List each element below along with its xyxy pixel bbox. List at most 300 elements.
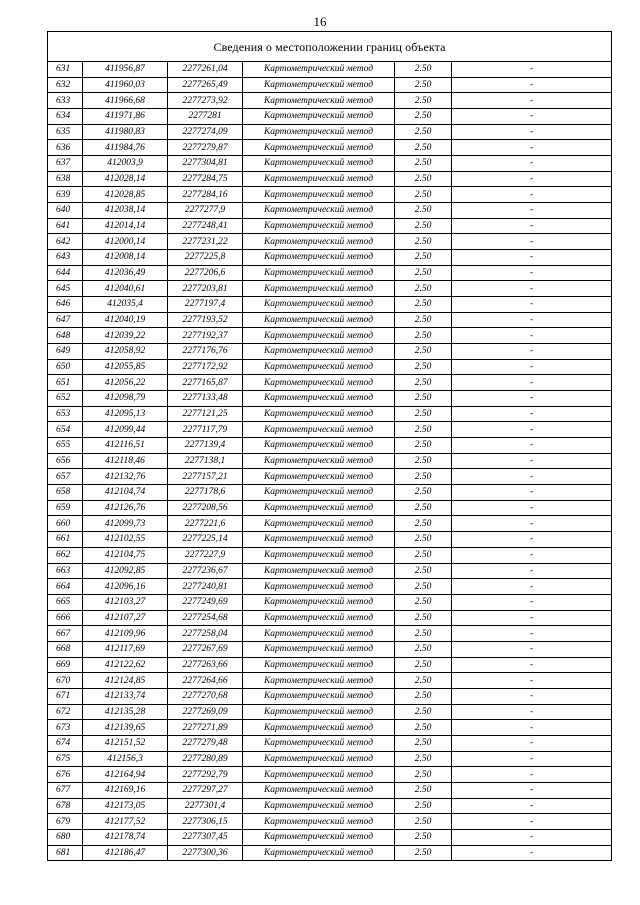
y-coordinate-cell: 2277304,81	[168, 156, 243, 172]
y-coordinate-cell: 2277281	[168, 109, 243, 125]
x-coordinate-cell: 412028,14	[83, 171, 168, 187]
x-coordinate-cell: 412116,51	[83, 438, 168, 454]
description-cell: -	[452, 657, 612, 673]
table-row	[48, 547, 612, 563]
x-coordinate-cell: 412103,27	[83, 594, 168, 610]
accuracy-cell: 2.50	[395, 62, 452, 78]
accuracy-cell: 2.50	[395, 93, 452, 109]
y-coordinate-cell: 2277280,89	[168, 751, 243, 767]
accuracy-cell: 2.50	[395, 234, 452, 250]
table-row	[48, 767, 612, 783]
table-row	[48, 720, 612, 736]
table-row	[48, 782, 612, 798]
y-coordinate-cell: 2277270,68	[168, 688, 243, 704]
y-coordinate-cell: 2277297,27	[168, 782, 243, 798]
y-coordinate-cell: 2277227,9	[168, 547, 243, 563]
method-cell: Картометрический метод	[243, 62, 395, 78]
point-number-cell: 635	[48, 124, 83, 140]
method-cell: Картометрический метод	[243, 156, 395, 172]
table-row	[48, 375, 612, 391]
y-coordinate-cell: 2277273,92	[168, 93, 243, 109]
y-coordinate-cell: 2277165,87	[168, 375, 243, 391]
accuracy-cell: 2.50	[395, 500, 452, 516]
description-cell: -	[452, 798, 612, 814]
method-cell: Картометрический метод	[243, 720, 395, 736]
point-number-cell: 681	[48, 845, 83, 861]
y-coordinate-cell: 2277284,75	[168, 171, 243, 187]
table-row	[48, 93, 612, 109]
table-row	[48, 422, 612, 438]
point-number-cell: 658	[48, 485, 83, 501]
point-number-cell: 639	[48, 187, 83, 203]
y-coordinate-cell: 2277306,15	[168, 814, 243, 830]
method-cell: Картометрический метод	[243, 312, 395, 328]
accuracy-cell: 2.50	[395, 704, 452, 720]
description-cell: -	[452, 767, 612, 783]
accuracy-cell: 2.50	[395, 532, 452, 548]
table-row	[48, 140, 612, 156]
x-coordinate-cell: 412003,9	[83, 156, 168, 172]
description-cell: -	[452, 500, 612, 516]
x-coordinate-cell: 411984,76	[83, 140, 168, 156]
point-number-cell: 638	[48, 171, 83, 187]
point-number-cell: 649	[48, 344, 83, 360]
x-coordinate-cell: 412038,14	[83, 203, 168, 219]
accuracy-cell: 2.50	[395, 297, 452, 313]
description-cell: -	[452, 250, 612, 266]
y-coordinate-cell: 2277301,4	[168, 798, 243, 814]
accuracy-cell: 2.50	[395, 626, 452, 642]
y-coordinate-cell: 2277139,4	[168, 438, 243, 454]
description-cell: -	[452, 814, 612, 830]
x-coordinate-cell: 412036,49	[83, 265, 168, 281]
method-cell: Картометрический метод	[243, 532, 395, 548]
table-row	[48, 469, 612, 485]
table-row	[48, 406, 612, 422]
point-number-cell: 646	[48, 297, 83, 313]
point-number-cell: 653	[48, 406, 83, 422]
x-coordinate-cell: 412178,74	[83, 829, 168, 845]
x-coordinate-cell: 412035,4	[83, 297, 168, 313]
description-cell: -	[452, 265, 612, 281]
description-cell: -	[452, 77, 612, 93]
y-coordinate-cell: 2277279,87	[168, 140, 243, 156]
y-coordinate-cell: 2277307,45	[168, 829, 243, 845]
method-cell: Картометрический метод	[243, 673, 395, 689]
table-row	[48, 704, 612, 720]
table-row	[48, 156, 612, 172]
table-row	[48, 281, 612, 297]
point-number-cell: 669	[48, 657, 83, 673]
method-cell: Картометрический метод	[243, 563, 395, 579]
table-body	[48, 32, 612, 861]
point-number-cell: 656	[48, 453, 83, 469]
point-number-cell: 670	[48, 673, 83, 689]
description-cell: -	[452, 751, 612, 767]
x-coordinate-cell: 412102,55	[83, 532, 168, 548]
method-cell: Картометрический метод	[243, 422, 395, 438]
method-cell: Картометрический метод	[243, 782, 395, 798]
y-coordinate-cell: 2277193,52	[168, 312, 243, 328]
description-cell: -	[452, 391, 612, 407]
method-cell: Картометрический метод	[243, 829, 395, 845]
x-coordinate-cell: 412000,14	[83, 234, 168, 250]
point-number-cell: 666	[48, 610, 83, 626]
description-cell: -	[452, 218, 612, 234]
accuracy-cell: 2.50	[395, 187, 452, 203]
x-coordinate-cell: 412156,3	[83, 751, 168, 767]
table-row	[48, 751, 612, 767]
y-coordinate-cell: 2277157,21	[168, 469, 243, 485]
y-coordinate-cell: 2277277,9	[168, 203, 243, 219]
description-cell: -	[452, 375, 612, 391]
accuracy-cell: 2.50	[395, 124, 452, 140]
page-number: 16	[313, 14, 327, 29]
x-coordinate-cell: 412169,16	[83, 782, 168, 798]
accuracy-cell: 2.50	[395, 109, 452, 125]
table-row	[48, 626, 612, 642]
description-cell: -	[452, 406, 612, 422]
accuracy-cell: 2.50	[395, 798, 452, 814]
method-cell: Картометрический метод	[243, 516, 395, 532]
point-number-cell: 661	[48, 532, 83, 548]
x-coordinate-cell: 412177,52	[83, 814, 168, 830]
accuracy-cell: 2.50	[395, 359, 452, 375]
table-row	[48, 328, 612, 344]
description-cell: -	[452, 156, 612, 172]
accuracy-cell: 2.50	[395, 829, 452, 845]
accuracy-cell: 2.50	[395, 328, 452, 344]
description-cell: -	[452, 62, 612, 78]
point-number-cell: 679	[48, 814, 83, 830]
method-cell: Картометрический метод	[243, 735, 395, 751]
x-coordinate-cell: 412132,76	[83, 469, 168, 485]
table-row	[48, 77, 612, 93]
method-cell: Картометрический метод	[243, 500, 395, 516]
point-number-cell: 644	[48, 265, 83, 281]
table-row	[48, 62, 612, 78]
description-cell: -	[452, 171, 612, 187]
y-coordinate-cell: 2277197,4	[168, 297, 243, 313]
method-cell: Картометрический метод	[243, 250, 395, 266]
accuracy-cell: 2.50	[395, 735, 452, 751]
x-coordinate-cell: 412124,85	[83, 673, 168, 689]
point-number-cell: 678	[48, 798, 83, 814]
description-cell: -	[452, 845, 612, 861]
description-cell: -	[452, 124, 612, 140]
x-coordinate-cell: 412014,14	[83, 218, 168, 234]
y-coordinate-cell: 2277117,79	[168, 422, 243, 438]
table-row	[48, 359, 612, 375]
point-number-cell: 636	[48, 140, 83, 156]
method-cell: Картометрический метод	[243, 704, 395, 720]
y-coordinate-cell: 2277292,79	[168, 767, 243, 783]
x-coordinate-cell: 412058,92	[83, 344, 168, 360]
description-cell: -	[452, 610, 612, 626]
point-number-cell: 671	[48, 688, 83, 704]
accuracy-cell: 2.50	[395, 579, 452, 595]
y-coordinate-cell: 2277271,89	[168, 720, 243, 736]
method-cell: Картометрический метод	[243, 265, 395, 281]
table-row	[48, 391, 612, 407]
method-cell: Картометрический метод	[243, 93, 395, 109]
description-cell: -	[452, 626, 612, 642]
y-coordinate-cell: 2277121,25	[168, 406, 243, 422]
point-number-cell: 662	[48, 547, 83, 563]
x-coordinate-cell: 412039,22	[83, 328, 168, 344]
boundary-coordinates-table	[47, 31, 612, 861]
accuracy-cell: 2.50	[395, 77, 452, 93]
x-coordinate-cell: 412056,22	[83, 375, 168, 391]
method-cell: Картометрический метод	[243, 453, 395, 469]
x-coordinate-cell: 412117,69	[83, 641, 168, 657]
y-coordinate-cell: 2277263,66	[168, 657, 243, 673]
accuracy-cell: 2.50	[395, 814, 452, 830]
y-coordinate-cell: 2277206,6	[168, 265, 243, 281]
description-cell: -	[452, 203, 612, 219]
y-coordinate-cell: 2277225,14	[168, 532, 243, 548]
accuracy-cell: 2.50	[395, 156, 452, 172]
point-number-cell: 637	[48, 156, 83, 172]
method-cell: Картометрический метод	[243, 657, 395, 673]
table-row	[48, 532, 612, 548]
description-cell: -	[452, 469, 612, 485]
table-row	[48, 124, 612, 140]
x-coordinate-cell: 411966,68	[83, 93, 168, 109]
table-row	[48, 579, 612, 595]
x-coordinate-cell: 412133,74	[83, 688, 168, 704]
table-row	[48, 845, 612, 861]
table-row	[48, 798, 612, 814]
accuracy-cell: 2.50	[395, 250, 452, 266]
method-cell: Картометрический метод	[243, 359, 395, 375]
description-cell: -	[452, 140, 612, 156]
description-cell: -	[452, 516, 612, 532]
table-row	[48, 735, 612, 751]
accuracy-cell: 2.50	[395, 641, 452, 657]
y-coordinate-cell: 2277203,81	[168, 281, 243, 297]
y-coordinate-cell: 2277274,09	[168, 124, 243, 140]
x-coordinate-cell: 412096,16	[83, 579, 168, 595]
method-cell: Картометрический метод	[243, 751, 395, 767]
table-row	[48, 312, 612, 328]
description-cell: -	[452, 688, 612, 704]
y-coordinate-cell: 2277176,76	[168, 344, 243, 360]
accuracy-cell: 2.50	[395, 563, 452, 579]
point-number-cell: 665	[48, 594, 83, 610]
method-cell: Картометрический метод	[243, 641, 395, 657]
y-coordinate-cell: 2277267,69	[168, 641, 243, 657]
x-coordinate-cell: 412151,52	[83, 735, 168, 751]
method-cell: Картометрический метод	[243, 344, 395, 360]
accuracy-cell: 2.50	[395, 720, 452, 736]
x-coordinate-cell: 412186,47	[83, 845, 168, 861]
method-cell: Картометрический метод	[243, 845, 395, 861]
table-row	[48, 203, 612, 219]
description-cell: -	[452, 641, 612, 657]
x-coordinate-cell: 412122,62	[83, 657, 168, 673]
accuracy-cell: 2.50	[395, 845, 452, 861]
method-cell: Картометрический метод	[243, 438, 395, 454]
y-coordinate-cell: 2277258,04	[168, 626, 243, 642]
table-row	[48, 641, 612, 657]
method-cell: Картометрический метод	[243, 594, 395, 610]
x-coordinate-cell: 412107,27	[83, 610, 168, 626]
table-row	[48, 688, 612, 704]
point-number-cell: 660	[48, 516, 83, 532]
accuracy-cell: 2.50	[395, 547, 452, 563]
x-coordinate-cell: 412126,76	[83, 500, 168, 516]
description-cell: -	[452, 297, 612, 313]
point-number-cell: 652	[48, 391, 83, 407]
method-cell: Картометрический метод	[243, 328, 395, 344]
method-cell: Картометрический метод	[243, 547, 395, 563]
point-number-cell: 634	[48, 109, 83, 125]
method-cell: Картометрический метод	[243, 626, 395, 642]
accuracy-cell: 2.50	[395, 344, 452, 360]
x-coordinate-cell: 412099,73	[83, 516, 168, 532]
accuracy-cell: 2.50	[395, 281, 452, 297]
accuracy-cell: 2.50	[395, 140, 452, 156]
description-cell: -	[452, 438, 612, 454]
description-cell: -	[452, 234, 612, 250]
table-row	[48, 485, 612, 501]
y-coordinate-cell: 2277254,68	[168, 610, 243, 626]
method-cell: Картометрический метод	[243, 375, 395, 391]
point-number-cell: 672	[48, 704, 83, 720]
description-cell: -	[452, 673, 612, 689]
description-cell: -	[452, 547, 612, 563]
point-number-cell: 676	[48, 767, 83, 783]
point-number-cell: 643	[48, 250, 83, 266]
method-cell: Картометрический метод	[243, 187, 395, 203]
point-number-cell: 673	[48, 720, 83, 736]
accuracy-cell: 2.50	[395, 453, 452, 469]
y-coordinate-cell: 2277231,22	[168, 234, 243, 250]
point-number-cell: 655	[48, 438, 83, 454]
point-number-cell: 632	[48, 77, 83, 93]
point-number-cell: 663	[48, 563, 83, 579]
method-cell: Картометрический метод	[243, 281, 395, 297]
description-cell: -	[452, 579, 612, 595]
point-number-cell: 674	[48, 735, 83, 751]
table-row	[48, 814, 612, 830]
description-cell: -	[452, 453, 612, 469]
x-coordinate-cell: 412104,74	[83, 485, 168, 501]
point-number-cell: 648	[48, 328, 83, 344]
method-cell: Картометрический метод	[243, 406, 395, 422]
point-number-cell: 654	[48, 422, 83, 438]
accuracy-cell: 2.50	[395, 469, 452, 485]
method-cell: Картометрический метод	[243, 203, 395, 219]
description-cell: -	[452, 328, 612, 344]
accuracy-cell: 2.50	[395, 516, 452, 532]
accuracy-cell: 2.50	[395, 673, 452, 689]
point-number-cell: 641	[48, 218, 83, 234]
point-number-cell: 680	[48, 829, 83, 845]
table-row	[48, 109, 612, 125]
table-row	[48, 453, 612, 469]
table-row	[48, 297, 612, 313]
y-coordinate-cell: 2277240,81	[168, 579, 243, 595]
table-row	[48, 673, 612, 689]
y-coordinate-cell: 2277172,92	[168, 359, 243, 375]
accuracy-cell: 2.50	[395, 203, 452, 219]
point-number-cell: 631	[48, 62, 83, 78]
point-number-cell: 677	[48, 782, 83, 798]
table-row	[48, 829, 612, 845]
x-coordinate-cell: 412109,96	[83, 626, 168, 642]
description-cell: -	[452, 422, 612, 438]
method-cell: Картометрический метод	[243, 798, 395, 814]
accuracy-cell: 2.50	[395, 767, 452, 783]
accuracy-cell: 2.50	[395, 688, 452, 704]
y-coordinate-cell: 2277269,09	[168, 704, 243, 720]
point-number-cell: 675	[48, 751, 83, 767]
point-number-cell: 645	[48, 281, 83, 297]
table-row	[48, 438, 612, 454]
y-coordinate-cell: 2277208,56	[168, 500, 243, 516]
y-coordinate-cell: 2277138,1	[168, 453, 243, 469]
accuracy-cell: 2.50	[395, 594, 452, 610]
point-number-cell: 659	[48, 500, 83, 516]
method-cell: Картометрический метод	[243, 140, 395, 156]
method-cell: Картометрический метод	[243, 610, 395, 626]
method-cell: Картометрический метод	[243, 814, 395, 830]
table-title: Сведения о местоположении границ объекта	[48, 32, 612, 62]
accuracy-cell: 2.50	[395, 375, 452, 391]
description-cell: -	[452, 281, 612, 297]
description-cell: -	[452, 563, 612, 579]
method-cell: Картометрический метод	[243, 124, 395, 140]
table-row	[48, 500, 612, 516]
accuracy-cell: 2.50	[395, 485, 452, 501]
method-cell: Картометрический метод	[243, 171, 395, 187]
description-cell: -	[452, 344, 612, 360]
x-coordinate-cell: 411956,87	[83, 62, 168, 78]
table-row	[48, 265, 612, 281]
table-row	[48, 218, 612, 234]
description-cell: -	[452, 187, 612, 203]
description-cell: -	[452, 829, 612, 845]
method-cell: Картометрический метод	[243, 109, 395, 125]
point-number-cell: 640	[48, 203, 83, 219]
method-cell: Картометрический метод	[243, 579, 395, 595]
x-coordinate-cell: 412055,85	[83, 359, 168, 375]
y-coordinate-cell: 2277192,37	[168, 328, 243, 344]
method-cell: Картометрический метод	[243, 469, 395, 485]
accuracy-cell: 2.50	[395, 422, 452, 438]
accuracy-cell: 2.50	[395, 610, 452, 626]
x-coordinate-cell: 412099,44	[83, 422, 168, 438]
point-number-cell: 650	[48, 359, 83, 375]
method-cell: Картометрический метод	[243, 297, 395, 313]
table-row	[48, 563, 612, 579]
point-number-cell: 633	[48, 93, 83, 109]
table-row	[48, 594, 612, 610]
x-coordinate-cell: 412028,85	[83, 187, 168, 203]
description-cell: -	[452, 109, 612, 125]
point-number-cell: 647	[48, 312, 83, 328]
method-cell: Картометрический метод	[243, 688, 395, 704]
x-coordinate-cell: 411980,83	[83, 124, 168, 140]
description-cell: -	[452, 93, 612, 109]
table-row	[48, 516, 612, 532]
table-row	[48, 657, 612, 673]
x-coordinate-cell: 412135,28	[83, 704, 168, 720]
x-coordinate-cell: 411960,03	[83, 77, 168, 93]
accuracy-cell: 2.50	[395, 391, 452, 407]
